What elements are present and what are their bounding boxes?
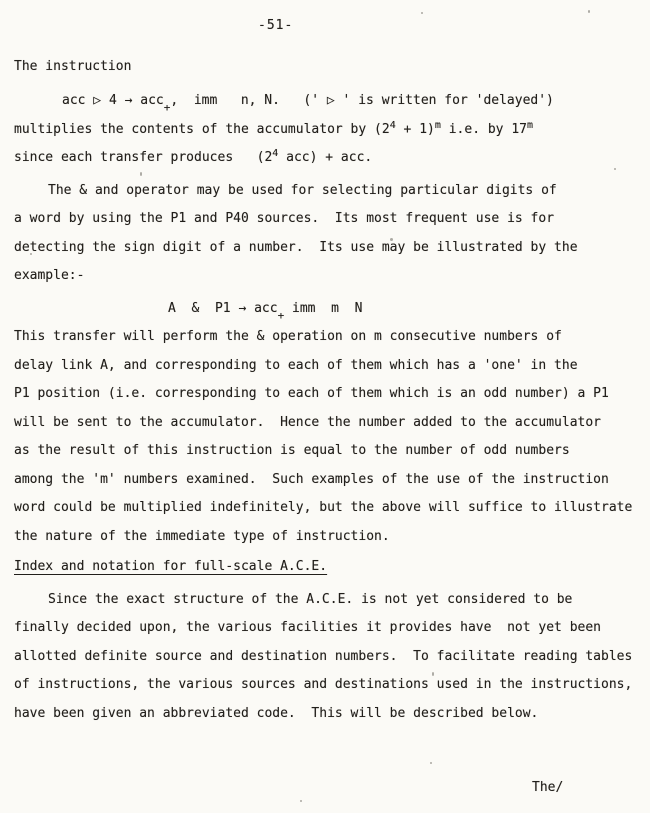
text-line: multiplies the contents of the accumulator by $(2^4 + 1)^m$ i.e. by 17$^m$ <box>14 119 534 137</box>
text-line: word could be multiplied indefinitely, but the above will suffice to illustrate <box>14 500 633 515</box>
text-line: finally decided upon, the various facilities it provides have not yet been <box>14 620 601 635</box>
text-line: among the 'm' numbers examined. Such examples of the use of the instruction <box>14 471 609 487</box>
scan-speck <box>432 672 434 676</box>
text-line: a word by using the P1 and P40 sources. Its most frequent use is for <box>14 211 555 226</box>
section-heading: Index and notation for full-scale A.C.E. <box>14 559 328 574</box>
text-line: the nature of the immediate type of instruction. <box>14 528 390 544</box>
catchword: The/ <box>532 780 564 795</box>
text-line: This transfer will perform the & operation on m consecutive numbers of <box>14 329 562 344</box>
formula-line: acc ▷ 4 → acc$_+$, imm n, N. (' ▷ ' is written for 'delayed') <box>62 93 554 114</box>
scan-speck <box>30 253 32 255</box>
text-line: as the result of this instruction is equal to the number of odd numbers <box>14 443 570 458</box>
text-line: The instruction <box>14 58 132 74</box>
scan-speck <box>300 800 302 802</box>
page-number: -51- <box>258 18 294 33</box>
scan-speck <box>430 762 432 764</box>
scan-speck <box>588 10 590 13</box>
text-line: The & and operator may be used for selecting particular digits of <box>48 182 557 198</box>
scan-speck <box>140 172 142 176</box>
text-line: Since the exact structure of the A.C.E. is not yet considered to be <box>48 591 573 607</box>
text-line: P1 position (i.e. corresponding to each of them which is an odd number) a P1 <box>14 386 609 401</box>
text-line: allotted definite source and destination numbers. To facilitate reading tables <box>14 648 633 664</box>
page-body <box>0 53 650 729</box>
scan-speck <box>390 238 393 241</box>
text-line: example:- <box>14 268 85 283</box>
text-line: delay link A, and corresponding to each of them which has a 'one' in the <box>14 357 578 373</box>
text-line: detecting the sign digit of a number. Its use may be illustrated by the <box>14 239 578 255</box>
text-line: will be sent to the accumulator. Hence the number added to the accumulator <box>14 414 601 430</box>
text-line: of instructions, the various sources and destinations used in the instructions, <box>14 677 633 692</box>
text-line: since each transfer produces ($2^4$ acc) + acc. <box>14 148 373 165</box>
text-line: have been given an abbreviated code. This will be described below. <box>14 705 539 721</box>
scan-speck <box>421 12 423 14</box>
scan-speck <box>614 168 616 170</box>
formula-line: A & P1 → acc$_+$ imm m N <box>168 300 363 322</box>
